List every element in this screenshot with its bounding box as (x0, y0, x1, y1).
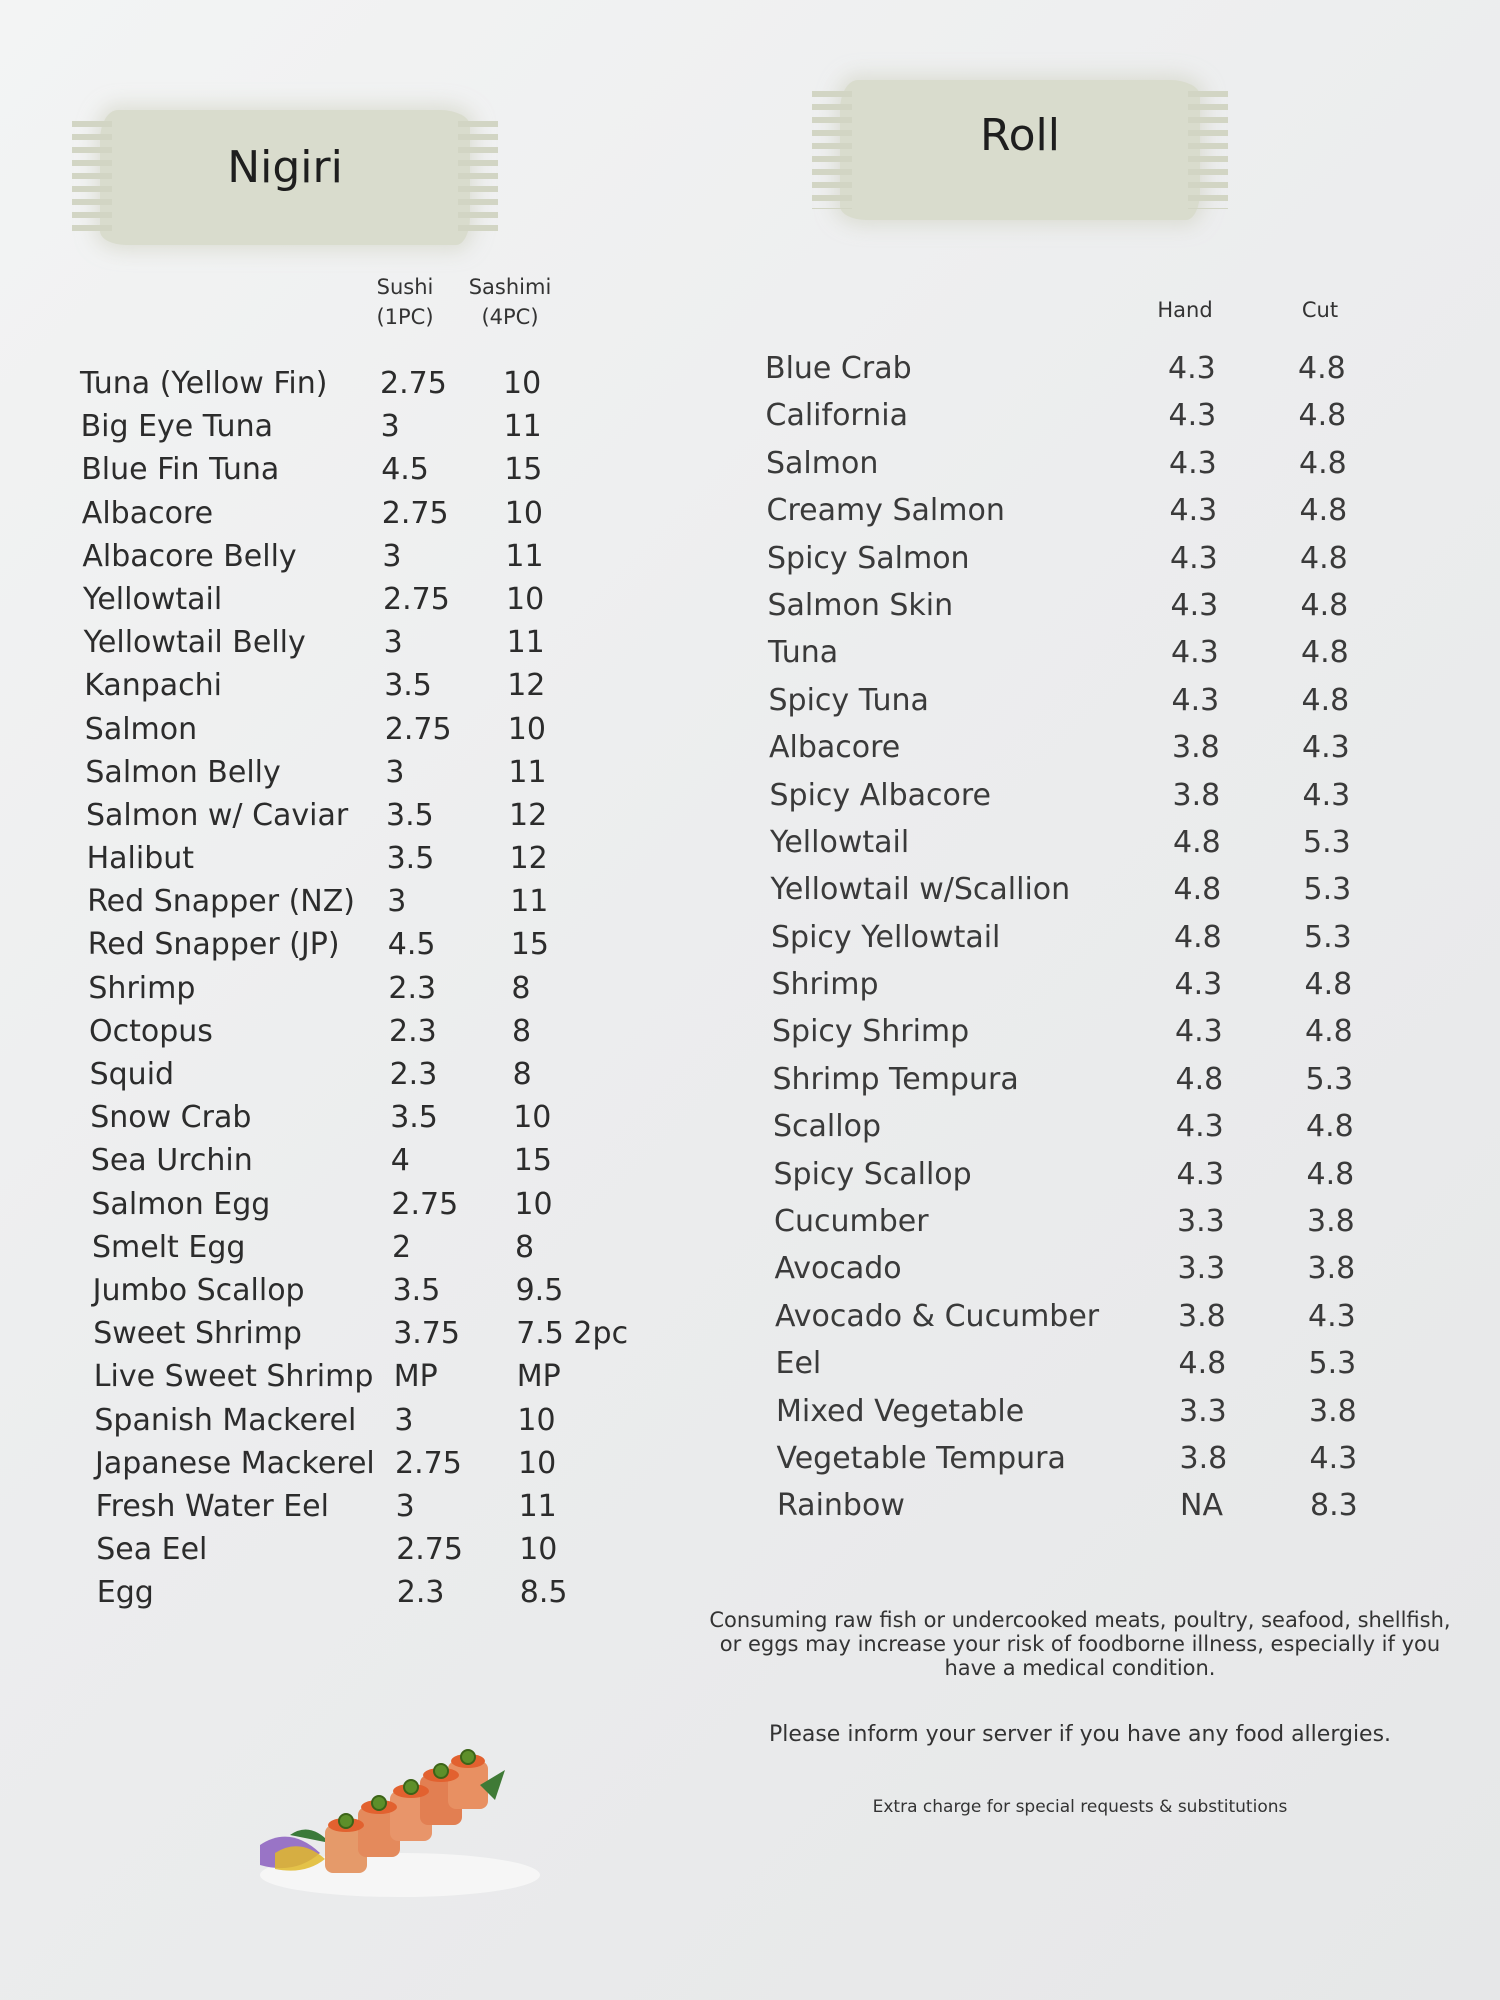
nigiri-item-name: Spanish Mackerel (94, 1402, 357, 1438)
nigiri-sashimi-price: 11 (508, 754, 547, 790)
roll-cut-price: 5.3 (1308, 1346, 1357, 1382)
roll-row (765, 961, 1385, 1008)
roll-row (765, 1151, 1385, 1198)
nigiri-row (80, 751, 640, 794)
nigiri-item-name: Red Snapper (JP) (87, 927, 340, 963)
nigiri-sushi-price: 2.75 (396, 1532, 463, 1568)
roll-row (765, 440, 1385, 487)
roll-item-name: Scallop (773, 1109, 881, 1145)
food-safety-warning (700, 1608, 1460, 1680)
nigiri-sushi-price: 2.3 (396, 1575, 445, 1611)
nigiri-sashimi-price: 8 (511, 970, 531, 1006)
nigiri-sashimi-price: 8 (515, 1229, 535, 1265)
roll-row (765, 677, 1385, 724)
roll-item-name: Blue Crab (765, 351, 912, 386)
roll-hand-price: 3.8 (1179, 1440, 1228, 1476)
nigiri-sashimi-price: 15 (510, 927, 549, 963)
nigiri-sashimi-price: 12 (507, 668, 546, 704)
nigiri-item-name: Halibut (86, 841, 195, 877)
nigiri-row (80, 1355, 640, 1398)
nigiri-sashimi-price: 10 (519, 1532, 558, 1568)
nigiri-row (80, 1053, 640, 1096)
roll-cut-price: 4.3 (1309, 1440, 1358, 1476)
roll-item-name: Spicy Salmon (767, 540, 970, 576)
nigiri-row (80, 1312, 640, 1355)
nigiri-row (80, 448, 640, 491)
roll-hand-price: 4.3 (1174, 967, 1223, 1003)
roll-item-name: Yellowtail w/Scallion (770, 872, 1071, 908)
nigiri-item-name: Sweet Shrimp (93, 1316, 302, 1352)
roll-item-name: Mixed Vegetable (776, 1393, 1025, 1429)
roll-item-name: Spicy Scallop (773, 1156, 972, 1192)
nigiri-row (80, 578, 640, 621)
nigiri-sashimi-price: 8 (512, 1057, 532, 1092)
nigiri-item-name: Jumbo Scallop (92, 1272, 305, 1308)
roll-item-name: Creamy Salmon (766, 493, 1005, 529)
nigiri-row (80, 492, 640, 535)
roll-hand-price: 4.8 (1173, 872, 1222, 908)
roll-row (765, 1482, 1385, 1529)
roll-row (765, 1388, 1385, 1435)
roll-item-name: California (765, 398, 908, 434)
nigiri-sashimi-price: 11 (505, 538, 544, 574)
nigiri-row (80, 405, 640, 448)
roll-cut-price: 3.8 (1307, 1251, 1356, 1287)
roll-hand-price: 4.3 (1170, 540, 1218, 576)
roll-hand-price: 4.3 (1175, 1014, 1223, 1050)
nigiri-item-name: Red Snapper (NZ) (87, 884, 355, 920)
roll-hand-price: 4.3 (1176, 1156, 1225, 1192)
roll-row (765, 1008, 1385, 1055)
roll-item-name: Avocado (774, 1251, 902, 1287)
nigiri-item-name: Fresh Water Eel (95, 1488, 329, 1524)
nigiri-row (80, 1485, 640, 1528)
nigiri-sushi-price: 2.75 (381, 495, 449, 531)
nigiri-sashimi-price: 10 (517, 1402, 556, 1438)
roll-hand-price: 4.3 (1169, 493, 1218, 529)
nigiri-row (80, 1096, 640, 1139)
nigiri-sashimi-price: 15 (504, 452, 543, 488)
warning-line-2: or eggs may increase your risk of foodborne illness, especially if you (719, 1632, 1441, 1656)
nigiri-item-name: Albacore Belly (82, 538, 297, 574)
nigiri-sashimi-price: 12 (509, 797, 548, 833)
roll-item-name: Spicy Yellowtail (771, 919, 1001, 955)
nigiri-sushi-price: 3 (382, 538, 402, 574)
nigiri-sashimi-price: 9.5 (515, 1272, 564, 1308)
roll-hand-price: 3.8 (1172, 777, 1221, 813)
roll-title: Roll (980, 110, 1060, 161)
nigiri-sashimi-price: 10 (514, 1186, 553, 1222)
nigiri-item-name: Salmon (84, 711, 198, 747)
nigiri-sushi-price: 3 (387, 884, 407, 920)
nigiri-item-name: Yellowtail Belly (83, 625, 306, 661)
nigiri-row (80, 1571, 640, 1614)
nigiri-sashimi-price: 10 (507, 711, 546, 747)
sushi-qty-label: (1PC) (376, 305, 434, 329)
roll-cut-price: 4.3 (1302, 730, 1350, 766)
roll-row (765, 1198, 1385, 1245)
roll-hand-price: 4.3 (1169, 445, 1217, 481)
nigiri-row (80, 1399, 640, 1442)
warning-line-1: Consuming raw fish or undercooked meats, poultry, seafood, shellfish, (709, 1608, 1451, 1632)
roll-item-name: Cucumber (774, 1204, 929, 1240)
nigiri-sashimi-price: 15 (513, 1143, 552, 1179)
nigiri-row (80, 708, 640, 751)
roll-row (765, 772, 1385, 819)
nigiri-item-name: Salmon Egg (91, 1186, 271, 1222)
nigiri-item-name: Snow Crab (90, 1100, 252, 1136)
nigiri-item-name: Sea Eel (96, 1532, 208, 1568)
roll-row (765, 1435, 1385, 1482)
roll-item-name: Salmon Skin (767, 587, 954, 623)
nigiri-item-name: Kanpachi (84, 668, 222, 704)
roll-hand-price: 4.3 (1168, 398, 1217, 434)
roll-hand-price: NA (1180, 1488, 1223, 1524)
nigiri-sushi-price: 3.5 (386, 797, 434, 833)
nigiri-item-name: Smelt Egg (92, 1229, 246, 1265)
roll-cut-price: 3.8 (1309, 1393, 1357, 1429)
roll-item-name: Avocado & Cucumber (775, 1298, 1100, 1334)
nigiri-row (80, 837, 640, 880)
nigiri-sashimi-price: 11 (518, 1488, 557, 1524)
nigiri-item-name: Yellowtail (83, 581, 223, 617)
nigiri-sushi-price: 3 (383, 625, 403, 661)
nigiri-row (80, 1010, 640, 1053)
nigiri-row (80, 880, 640, 923)
nigiri-row (80, 1269, 640, 1312)
roll-hand-price: 3.3 (1177, 1204, 1225, 1240)
nigiri-sushi-price: 3 (385, 754, 405, 790)
nigiri-row (80, 664, 640, 707)
roll-row (765, 582, 1385, 629)
roll-hand-price: 4.8 (1175, 1061, 1224, 1097)
nigiri-list (80, 362, 640, 1614)
nigiri-sushi-price: 4 (390, 1143, 410, 1179)
nigiri-sushi-price: 2.75 (383, 581, 450, 617)
roll-item-name: Rainbow (777, 1488, 905, 1524)
roll-cut-price: 8.3 (1310, 1488, 1358, 1524)
roll-cut-price: 4.8 (1306, 1109, 1354, 1145)
roll-cut-price: 4.8 (1305, 1014, 1353, 1050)
roll-hand-price: 4.3 (1176, 1109, 1224, 1145)
nigiri-item-name: Squid (89, 1057, 175, 1092)
nigiri-sashimi-price: 8.5 (519, 1575, 568, 1611)
nigiri-sushi-price: 2.75 (391, 1186, 459, 1222)
roll-item-name: Shrimp (771, 967, 879, 1003)
nigiri-row (80, 1442, 640, 1485)
nigiri-item-name: Blue Fin Tuna (81, 452, 280, 488)
nigiri-sashimi-price: 7.5 2pc (516, 1316, 629, 1352)
nigiri-item-name: Live Sweet Shrimp (93, 1359, 374, 1395)
nigiri-item-name: Sea Urchin (90, 1143, 253, 1179)
nigiri-row (80, 794, 640, 837)
nigiri-sushi-price: 2.75 (384, 711, 452, 747)
roll-hand-price: 3.3 (1177, 1251, 1226, 1287)
nigiri-sashimi-price: 12 (509, 841, 548, 877)
roll-cut-price: 4.8 (1306, 1156, 1355, 1192)
roll-title-banner (840, 80, 1200, 220)
roll-cut-price: 4.8 (1299, 445, 1347, 481)
roll-hand-price: 4.3 (1168, 351, 1216, 386)
sashimi-label: Sashimi (468, 275, 552, 299)
nigiri-item-name: Egg (96, 1575, 154, 1611)
nigiri-item-name: Japanese Mackerel (95, 1445, 375, 1481)
nigiri-sushi-price: 2.75 (395, 1445, 462, 1481)
roll-cut-price: 4.8 (1300, 540, 1348, 576)
roll-item-name: Yellowtail (770, 824, 910, 860)
nigiri-sushi-price: 3 (395, 1488, 415, 1524)
roll-row (765, 1293, 1385, 1340)
nigiri-item-name: Salmon w/ Caviar (86, 797, 349, 833)
roll-cut-price: 4.8 (1301, 635, 1349, 671)
nigiri-row (80, 1139, 640, 1182)
roll-cut-price: 4.8 (1298, 398, 1347, 434)
roll-cut-price: 4.3 (1308, 1298, 1356, 1334)
nigiri-col-sushi (370, 272, 440, 332)
nigiri-sashimi-price: 10 (518, 1445, 557, 1481)
nigiri-sashimi-price: 10 (506, 581, 545, 617)
roll-list (765, 345, 1385, 1530)
nigiri-item-name: Big Eye Tuna (80, 409, 273, 445)
roll-item-name: Shrimp Tempura (772, 1061, 1019, 1097)
nigiri-sashimi-price: 11 (510, 884, 549, 920)
nigiri-item-name: Shrimp (88, 970, 196, 1006)
nigiri-sushi-price: 2.75 (380, 366, 447, 401)
roll-cut-price: 4.8 (1298, 351, 1346, 386)
nigiri-row (80, 923, 640, 966)
nigiri-sashimi-price: 10 (503, 366, 542, 401)
roll-row (765, 1056, 1385, 1103)
roll-cut-price: 4.8 (1301, 682, 1350, 718)
roll-hand-price: 3.3 (1179, 1393, 1227, 1429)
roll-row (765, 392, 1385, 439)
roll-row (765, 724, 1385, 771)
roll-row (765, 345, 1385, 392)
roll-item-name: Eel (775, 1346, 822, 1382)
allergy-notice: Please inform your server if you have any food allergies. (768, 1722, 1392, 1747)
nigiri-sushi-price: 2 (392, 1229, 412, 1265)
nigiri-title: Nigiri (227, 142, 343, 193)
roll-row (765, 1103, 1385, 1150)
nigiri-sushi-price: 3 (394, 1402, 414, 1438)
roll-item-name: Tuna (768, 635, 839, 671)
nigiri-row (80, 621, 640, 664)
roll-row (765, 1340, 1385, 1387)
sushi-roll-illustration (250, 1725, 550, 1905)
nigiri-sushi-price: 3.5 (392, 1272, 441, 1308)
nigiri-row (80, 1528, 640, 1571)
roll-col-cut: Cut (1301, 298, 1339, 322)
roll-row (765, 819, 1385, 866)
roll-cut-price: 5.3 (1304, 919, 1352, 955)
nigiri-sushi-price: 4.5 (381, 452, 429, 488)
roll-cut-price: 4.8 (1300, 587, 1349, 623)
roll-hand-price: 4.8 (1173, 824, 1221, 860)
nigiri-row (80, 967, 640, 1010)
extra-charge-notice: Extra charge for special requests & substitutions (872, 1797, 1288, 1817)
roll-cut-price: 5.3 (1303, 872, 1352, 908)
nigiri-sashimi-price: 11 (506, 625, 545, 661)
nigiri-sushi-price: 2.3 (389, 1057, 438, 1092)
roll-row (765, 487, 1385, 534)
nigiri-item-name: Salmon Belly (85, 754, 281, 790)
roll-col-hand: Hand (1157, 298, 1213, 322)
roll-item-name: Salmon (766, 445, 879, 481)
roll-item-name: Spicy Tuna (768, 682, 929, 718)
nigiri-sushi-price: 4.5 (387, 927, 436, 963)
roll-hand-price: 4.3 (1171, 682, 1220, 718)
nigiri-sashimi-price: MP (516, 1359, 561, 1395)
nigiri-title-banner (100, 110, 470, 245)
nigiri-sushi-price: 3.5 (386, 841, 435, 877)
roll-cut-price: 4.8 (1304, 967, 1353, 1003)
roll-item-name: Albacore (769, 730, 901, 766)
roll-row (765, 535, 1385, 582)
roll-item-name: Vegetable Tempura (776, 1440, 1066, 1476)
warning-line-3: have a medical condition. (944, 1656, 1216, 1680)
nigiri-sushi-price: 2.3 (389, 1013, 437, 1049)
nigiri-item-name: Albacore (81, 495, 214, 531)
roll-hand-price: 4.8 (1178, 1346, 1227, 1382)
sashimi-qty-label: (4PC) (481, 305, 539, 329)
nigiri-sushi-price: MP (393, 1359, 438, 1395)
nigiri-sushi-price: 3.5 (384, 668, 432, 704)
roll-item-name: Spicy Albacore (769, 777, 991, 813)
roll-hand-price: 4.8 (1174, 919, 1222, 955)
nigiri-sushi-price: 3.5 (390, 1100, 438, 1136)
nigiri-item-name: Octopus (89, 1013, 213, 1049)
nigiri-sashimi-price: 10 (513, 1100, 552, 1136)
roll-cut-price: 4.8 (1299, 493, 1348, 529)
nigiri-sashimi-price: 8 (512, 1013, 532, 1049)
roll-hand-price: 4.3 (1171, 635, 1219, 671)
nigiri-col-sashimi (465, 272, 555, 332)
roll-cut-price: 3.8 (1307, 1204, 1355, 1240)
nigiri-row (80, 535, 640, 578)
roll-cut-price: 5.3 (1305, 1061, 1354, 1097)
nigiri-row (80, 1183, 640, 1226)
roll-hand-price: 3.8 (1178, 1298, 1226, 1334)
roll-cut-price: 5.3 (1303, 824, 1351, 860)
nigiri-sushi-price: 3.75 (393, 1316, 460, 1352)
roll-row (765, 866, 1385, 913)
roll-item-name: Spicy Shrimp (772, 1014, 970, 1050)
nigiri-sushi-price: 3 (380, 409, 400, 445)
nigiri-sashimi-price: 11 (503, 409, 542, 445)
nigiri-row (80, 1226, 640, 1269)
nigiri-sashimi-price: 10 (504, 495, 543, 531)
nigiri-sushi-price: 2.3 (388, 970, 437, 1006)
nigiri-row (80, 362, 640, 405)
roll-hand-price: 3.8 (1172, 730, 1220, 766)
roll-row (765, 629, 1385, 676)
roll-row (765, 1245, 1385, 1292)
roll-row (765, 914, 1385, 961)
sushi-label: Sushi (376, 275, 434, 299)
nigiri-item-name: Tuna (Yellow Fin) (80, 366, 328, 401)
roll-cut-price: 4.3 (1302, 777, 1351, 813)
roll-hand-price: 4.3 (1170, 587, 1219, 623)
